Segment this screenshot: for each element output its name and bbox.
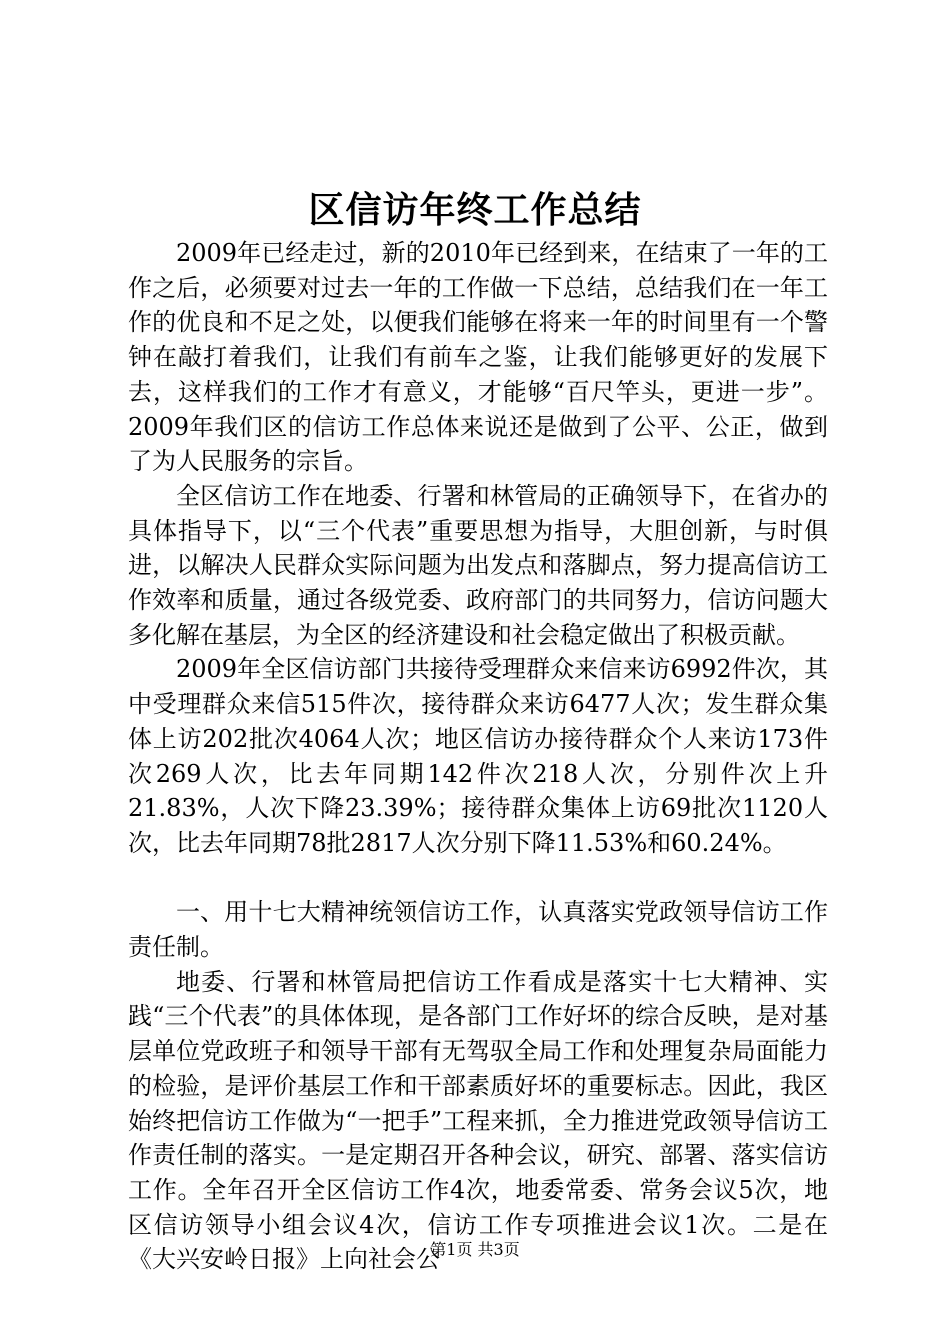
paragraph-statistics: 2009年全区信访部门共接待受理群众来信来访6992件次，其中受理群众来信515件次，接待群众来访6477人次；发生群众集体上访202批次4064人次；地区信访办接待群众个人来访173件次269人次，比去年同期142件次218人次，分别件次上升21.83%，人次下降23.39%；接待群众集体上访69批次1120人次，比去年同期78批2817人次分别下降11.53%和60.24%。 <box>128 655 828 857</box>
page-indicator: 第1页 共3页 <box>430 1240 520 1259</box>
paragraph-leadership: 全区信访工作在地委、行署和林管局的正确领导下，在省办的具体指导下，以“三个代表”重要思想为指导，大胆创新，与时俱进，以解决人民群众实际问题为出发点和落脚点，努力提高信访工作效率和质量，通过各级党委、政府部门的共同努力，信访问题大多化解在基层，为全区的经济建设和社会稳定做出了积极贡献。 <box>128 481 828 649</box>
section-heading-1: 一、用十七大精神统领信访工作，认真落实党政领导信访工作责任制。 <box>128 898 828 962</box>
paragraph-intro: 2009年已经走过，新的2010年已经到来，在结束了一年的工作之后，必须要对过去一年的工作做一下总结，总结我们在一年工作的优良和不足之处，以便我们能够在将来一年的时间里有一个警钟在敲打着我们，让我们有前车之鉴，让我们能够更好的发展下去，这样我们的工作才有意义，才能够“百尺竿头，更进一步”。2009年我们区的信访工作总体来说还是做到了公平、公正，做到了为人民服务的宗旨。 <box>128 239 828 476</box>
document-title: 区信访年终工作总结 <box>308 189 642 231</box>
document-body <box>128 236 828 1277</box>
paragraph-responsibility: 地委、行署和林管局把信访工作看成是落实十七大精神、实践“三个代表”的具体体现，是各部门工作好坏的综合反映，是对基层单位党政班子和领导干部有无驾驭全局工作和处理复杂局面能力的检验，是评价基层工作和干部素质好坏的重要标志。因此，我区始终把信访工作做为“一把手”工程来抓，全力推进党政领导信访工作责任制的落实。一是定期召开各种会议，研究、部署、落实信访工作。全年召开全区信访工作4次，地委常委、常务会议5次，地区信访领导小组会议4次，信访工作专项推进会议1次。二是在《大兴安岭日报》上向社会公 <box>128 967 828 1274</box>
